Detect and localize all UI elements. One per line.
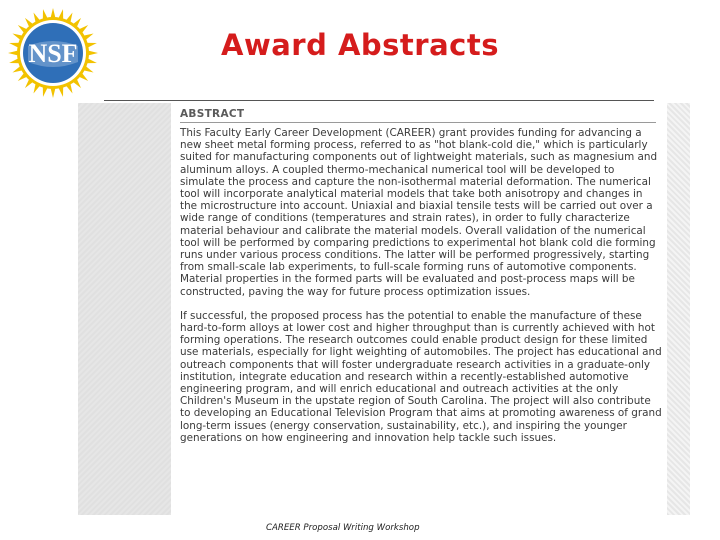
- abstract-screenshot: [78, 103, 690, 515]
- title-divider: [104, 100, 654, 101]
- nsf-logo-text: NSF: [28, 39, 78, 68]
- slide-title: Award Abstracts: [221, 28, 499, 62]
- abstract-divider: [180, 122, 656, 123]
- abstract-panel: [171, 103, 667, 515]
- screenshot-left-margin: [78, 103, 171, 515]
- abstract-paragraph-1: This Faculty Early Career Development (CAREER) grant provides funding for advancing a new sheet metal forming process, referred to as "hot blank-cold die," which is particularly suited for manufacturing components out of lightweight materials, such as magnesium and aluminum alloys. A coupled thermo-mechanical numerical tool will be developed to simulate the process and capture the non-isothermal material deformation. The numerical tool will incorporate analytical material models that take both anisotropy and changes in the microstructure into account. Uniaxial and biaxial tensile tests will be carried out over a wide range of conditions (temperatures and strain rates), in order to fully characterize material behaviour and calibrate the material models. Overall validation of the numerical tool will be performed by comparing predictions to experimental hot blank cold die forming runs under various process conditions. The latter will be performed progressively, starting from small-scale lab experiments, to full-scale forming runs of automotive components. Material properties in the formed parts will be evaluated and post-process maps will be constructed, paving the way for future process optimization issues.: [180, 127, 658, 298]
- nsf-emblem-icon: [6, 6, 100, 100]
- abstract-heading: ABSTRACT: [180, 108, 245, 120]
- screenshot-right-margin: [667, 103, 690, 515]
- abstract-paragraph-2: If successful, the proposed process has the potential to enable the manufacture of these hard-to-form alloys at lower cost and higher throughput than is currently achieved with hot forming operations. The research outcomes could enable product design for these limited use materials, especially for light weighting of automobiles. The project has educational and outreach components that will foster undergraduate research activities in a graduate-only institution, integrate education and research within a recently-established automotive engineering program, and will enrich educational and outreach activities at the only Children's Museum in the upstate region of South Carolina. The project will also contribute to developing an Educational Television Program that aims at promoting awareness of grand long-term issues (energy conservation, sustainability, etc.), and inspiring the younger generations on how engineering and innovation help tackle such issues.: [180, 309, 662, 444]
- abstract-body: [180, 127, 662, 456]
- slide-footer: CAREER Proposal Writing Workshop: [266, 523, 420, 533]
- nsf-logo: [6, 6, 100, 100]
